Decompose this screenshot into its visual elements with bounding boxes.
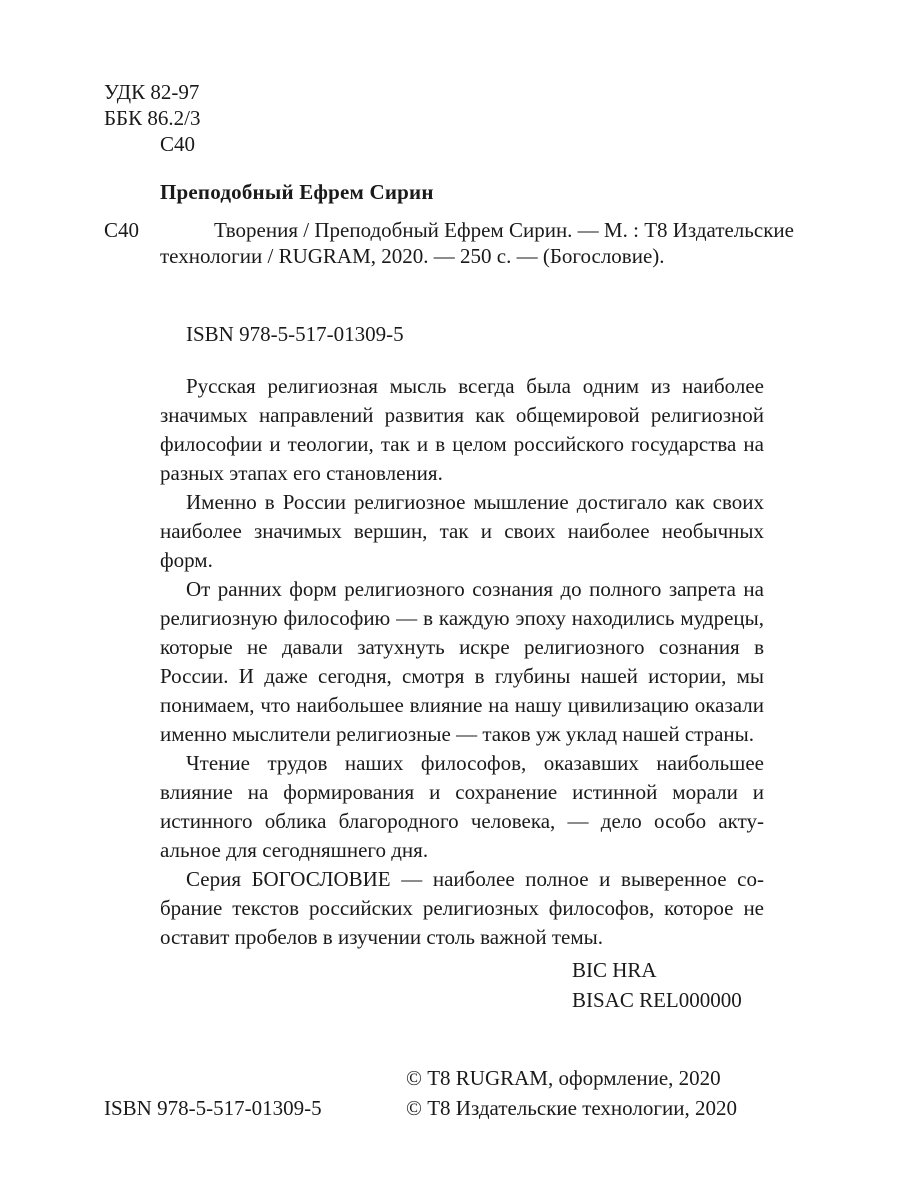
cutter-code: С40 xyxy=(160,132,196,156)
annotation-block xyxy=(160,372,764,952)
isbn-top: ISBN 978-5-517-01309-5 xyxy=(186,322,404,346)
bib-record-line-2: технологии / RUGRAM, 2020. — 250 с. — (Богословие). xyxy=(160,244,665,268)
udk-code: УДК 82-97 xyxy=(104,80,200,104)
bib-record-line-1: Творения / Преподобный Ефрем Сирин. — М. : Т8 Издательские xyxy=(214,218,794,242)
bbk-code: ББК 86.2/3 xyxy=(104,106,201,130)
annotation-paragraph: Чтение трудов наших философов, оказавших наибольшее влияние на формирования и сохранение истинной морали и истинного облика благородного человека, — дело особо актуальное для сегодняшнего дня. xyxy=(160,751,764,862)
bib-cutter-code: С40 xyxy=(104,218,140,242)
copyright-design: © Т8 RUGRAM, оформление, 2020 xyxy=(406,1066,721,1090)
annotation-paragraph: Серия БОГОСЛОВИЕ — наиболее полное и выверенное собрание текстов российских религиозных философов, которое не оставит пробелов в изучении столь важной темы. xyxy=(160,867,764,949)
copyright-publisher: © Т8 Издательские технологии, 2020 xyxy=(406,1096,737,1120)
author-heading: Преподобный Ефрем Сирин xyxy=(160,180,434,204)
bisac-code: BISAC REL000000 xyxy=(572,988,742,1012)
annotation-paragraph: От ранних форм религиозного сознания до полного запрета на религиозную философию — в каждую эпоху находились мудрецы, которые не давали затухнуть искре религиозного сознания в России. И даже сегодня, смотря в глубины нашей истории, мы понимаем, что наибольшее влияние на нашу цивилизацию оказали именно мыслители религиозные — таков уж уклад нашей страны. xyxy=(160,577,764,746)
annotation-paragraph: Русская религиозная мысль всегда была одним из наиболее значимых направлений развития как общемировой религиозной философии и теологии, так и в целом российского государства на разных этапах его становления. xyxy=(160,374,764,485)
bic-code: BIC HRA xyxy=(572,958,657,982)
annotation-paragraph: Именно в России религиозное мышление достигало как своих наиболее значимых вершин, так и своих наиболее необычных форм. xyxy=(160,490,764,572)
isbn-bottom: ISBN 978-5-517-01309-5 xyxy=(104,1096,322,1120)
